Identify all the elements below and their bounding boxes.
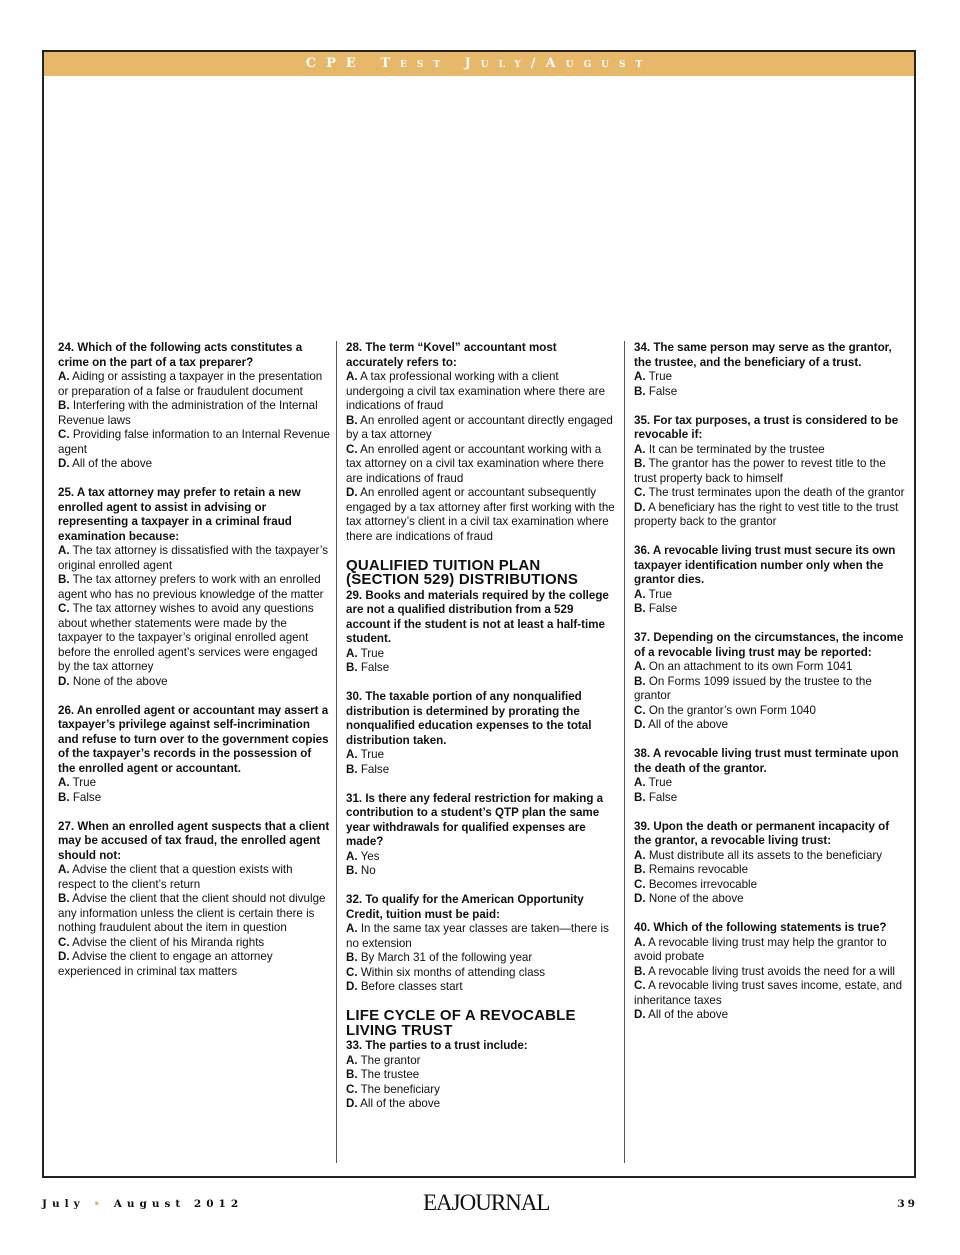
answer-option xyxy=(346,850,616,865)
option-letter: B. xyxy=(346,661,358,674)
option-text: None of the above xyxy=(69,674,168,688)
answer-option xyxy=(58,892,330,936)
option-text: Advise the client to engage an attorney experienced in criminal tax matters xyxy=(58,950,273,978)
option-letter: A. xyxy=(346,849,358,863)
option-text: All of the above xyxy=(357,1097,441,1110)
option-text: The grantor has the power to revest title to the trust property back to himself xyxy=(634,457,886,485)
question-block xyxy=(346,1039,616,1112)
option-letter: B. xyxy=(634,384,646,398)
option-letter: D. xyxy=(346,486,358,499)
option-letter: A. xyxy=(346,748,358,761)
section-heading: LIFE CYCLE OF A REVOCABLE LIVING TRUST xyxy=(346,1007,576,1039)
page-frame xyxy=(42,50,916,1178)
option-text: A revocable living trust saves income, estate, and inheritance taxes xyxy=(634,979,903,1007)
option-text: False xyxy=(645,384,678,398)
option-letter: A. xyxy=(634,776,646,789)
option-text: A revocable living trust avoids the need for a will xyxy=(645,964,895,978)
answer-option xyxy=(58,573,330,602)
option-text: All of the above xyxy=(645,1008,729,1021)
option-text: False xyxy=(645,790,678,804)
option-letter: B. xyxy=(58,892,70,905)
option-letter: B. xyxy=(346,1068,358,1081)
question-text: 26. An enrolled agent or accountant may assert a taxpayer’s privilege against self-incrimination and refuse to turn over to the government copies of the taxpayer’s records in the possession of the enrolled agent or accountant. xyxy=(58,703,329,775)
option-letter: B. xyxy=(634,863,646,876)
question-text: 32. To qualify for the American Opportunity Credit, tuition must be paid: xyxy=(346,893,584,921)
ea-journal-logo: EAJOURNAL xyxy=(423,1190,550,1215)
option-text: Remains revocable xyxy=(645,863,749,876)
option-letter: B. xyxy=(346,951,358,964)
question-text: 35. For tax purposes, a trust is considered to be revocable if: xyxy=(634,413,899,441)
option-letter: A. xyxy=(634,370,646,383)
answer-option xyxy=(346,763,616,778)
option-text: Advise the client of his Miranda rights xyxy=(69,935,265,949)
option-text: Advise the client that the client should not divulge any information unless the client is certain there is nothing fraudulent about the item in question xyxy=(58,892,326,934)
option-text: A tax professional working with a client undergoing a civil tax examination where there are indications of fraud xyxy=(346,370,606,412)
option-letter: C. xyxy=(58,935,70,949)
question-text: 40. Which of the following statements is true? xyxy=(634,921,887,934)
option-text: The tax attorney is dissatisfied with the taxpayer’s original enrolled agent xyxy=(58,544,329,572)
option-text: False xyxy=(357,661,390,674)
question-block xyxy=(346,690,616,777)
option-letter: C. xyxy=(346,1082,358,1096)
option-letter: B. xyxy=(346,762,358,776)
answer-option xyxy=(634,457,906,486)
option-letter: D. xyxy=(58,950,70,963)
question-block xyxy=(634,747,906,805)
option-text: An enrolled agent or accountant directly engaged by a tax attorney xyxy=(346,413,613,441)
answer-option xyxy=(634,501,906,530)
answer-option xyxy=(346,486,616,544)
option-text: True xyxy=(645,370,673,383)
answer-option xyxy=(58,675,330,690)
option-letter: A. xyxy=(58,863,70,876)
answer-option xyxy=(634,863,906,878)
answer-option xyxy=(634,588,906,603)
answer-option xyxy=(58,544,330,573)
answer-option xyxy=(634,443,906,458)
question-text: 24. Which of the following acts constitutes a crime on the part of a tax preparer? xyxy=(58,341,303,369)
question-block xyxy=(634,631,906,733)
footer-dot: • xyxy=(93,1198,106,1210)
option-letter: B. xyxy=(58,790,70,804)
answer-option xyxy=(346,980,616,995)
answer-option xyxy=(634,878,906,893)
option-text: True xyxy=(645,587,673,601)
option-letter: D. xyxy=(634,500,646,514)
answer-option xyxy=(634,385,906,400)
option-text: In the same tax year classes are taken—there is no extension xyxy=(346,922,609,950)
question-text: 27. When an enrolled agent suspects that a client may be accused of tax fraud, the enrolled agent should not: xyxy=(58,819,330,862)
option-text: The beneficiary xyxy=(357,1082,440,1096)
answer-option xyxy=(346,370,616,414)
option-text: The tax attorney prefers to work with an enrolled agent who has no previous knowledge of the matter xyxy=(58,573,324,601)
answer-option xyxy=(346,1083,616,1098)
answer-option xyxy=(346,966,616,981)
question-text: 33. The parties to a trust include: xyxy=(346,1039,528,1052)
option-text: All of the above xyxy=(645,718,729,731)
option-letter: B. xyxy=(634,674,646,688)
answer-option xyxy=(634,602,906,617)
option-text: It can be terminated by the trustee xyxy=(645,442,825,456)
answer-option xyxy=(634,936,906,965)
answer-option xyxy=(634,486,906,501)
answer-option xyxy=(634,704,906,719)
option-text: Advise the client that a question exists with respect to the client’s return xyxy=(58,863,293,891)
question-block xyxy=(634,921,906,1023)
option-text: By March 31 of the following year xyxy=(357,951,533,964)
question-text: 30. The taxable portion of any nonqualified distribution is determined by prorating the nonqualified education expenses to the total distribution taken. xyxy=(346,690,592,747)
option-letter: C. xyxy=(58,602,70,615)
answer-option xyxy=(58,863,330,892)
option-text: True xyxy=(645,776,673,789)
option-text: Within six months of attending class xyxy=(357,965,546,979)
column-3 xyxy=(634,341,906,1037)
answer-option xyxy=(58,399,330,428)
column-divider xyxy=(624,341,625,1163)
option-letter: C. xyxy=(346,442,358,456)
option-letter: B. xyxy=(634,457,646,470)
option-text: Yes xyxy=(357,849,380,863)
answer-option xyxy=(634,1008,906,1023)
option-text: Becomes irrevocable xyxy=(645,877,758,891)
answer-option xyxy=(346,443,616,487)
footer-issue-date xyxy=(42,1198,243,1210)
answer-option xyxy=(346,951,616,966)
answer-option xyxy=(346,864,616,879)
option-letter: D. xyxy=(58,674,70,688)
question-text: 34. The same person may serve as the grantor, the trustee, and the beneficiary of a trust. xyxy=(634,341,892,369)
cpe-test-banner: CPE Test July/August xyxy=(44,52,914,76)
option-text: True xyxy=(357,748,385,761)
option-text: On the grantor’s own Form 1040 xyxy=(645,703,816,717)
option-letter: C. xyxy=(346,965,358,979)
question-text: 29. Books and materials required by the college are not a qualified distribution from a 529 account if the student is not at least a half-time student. xyxy=(346,588,609,645)
option-text: The tax attorney wishes to avoid any questions about whether statements were made by the taxpayer to the taxpayer’s original enrolled agent before the enrolled agent’s services were engaged by the tax attorney xyxy=(58,602,318,673)
answer-option xyxy=(58,457,330,472)
option-letter: D. xyxy=(634,892,646,905)
question-text: 28. The term “Kovel” accountant most accurately refers to: xyxy=(346,341,557,369)
answer-option xyxy=(346,647,616,662)
question-text: 39. Upon the death or permanent incapacity of the grantor, a revocable living trust: xyxy=(634,819,890,847)
option-letter: D. xyxy=(58,457,70,470)
option-letter: A. xyxy=(634,935,646,949)
option-text: The trustee xyxy=(357,1068,420,1081)
option-letter: A. xyxy=(346,646,358,660)
answer-option xyxy=(634,370,906,385)
question-block xyxy=(58,704,330,806)
column-divider xyxy=(336,341,337,1163)
option-letter: A. xyxy=(58,544,70,557)
option-text: No xyxy=(357,864,376,877)
answer-option xyxy=(58,428,330,457)
answer-option xyxy=(634,675,906,704)
option-text: A revocable living trust may help the grantor to avoid probate xyxy=(634,935,887,963)
option-text: Before classes start xyxy=(357,980,463,993)
question-block xyxy=(634,341,906,399)
option-text: Must distribute all its assets to the beneficiary xyxy=(645,848,883,862)
option-text: The grantor xyxy=(357,1053,421,1067)
footer-month: July xyxy=(42,1198,85,1210)
option-letter: D. xyxy=(346,1097,358,1110)
answer-option xyxy=(58,602,330,675)
answer-option xyxy=(634,776,906,791)
option-text: False xyxy=(357,762,390,776)
option-letter: A. xyxy=(58,370,70,383)
question-block xyxy=(634,544,906,617)
answer-option xyxy=(346,1054,616,1069)
option-text: All of the above xyxy=(69,457,153,470)
option-text: Aiding or assisting a taxpayer in the presentation or preparation of a false or fraudulent document xyxy=(58,370,323,398)
option-text: The trust terminates upon the death of the grantor xyxy=(645,486,905,499)
option-text: On an attachment to its own Form 1041 xyxy=(645,660,853,673)
option-text: On Forms 1099 issued by the trustee to the grantor xyxy=(634,674,872,702)
question-text: 38. A revocable living trust must terminate upon the death of the grantor. xyxy=(634,747,899,775)
answer-option xyxy=(346,1068,616,1083)
question-block xyxy=(58,820,330,980)
option-letter: A. xyxy=(634,660,646,673)
question-block xyxy=(634,820,906,907)
option-letter: C. xyxy=(634,979,646,992)
option-letter: B. xyxy=(58,399,70,412)
option-letter: B. xyxy=(58,573,70,586)
option-text: An enrolled agent or accountant subsequently engaged by a tax attorney after first working with the tax attorney’s client in a civil tax examination where there are indications of fraud xyxy=(346,486,615,543)
option-letter: C. xyxy=(634,486,646,499)
question-block xyxy=(634,414,906,530)
option-letter: D. xyxy=(634,1008,646,1021)
footer-month-year: August 2012 xyxy=(113,1198,244,1210)
question-block xyxy=(346,893,616,995)
answer-option xyxy=(634,791,906,806)
answer-option xyxy=(346,414,616,443)
answer-option xyxy=(634,660,906,675)
question-text: 25. A tax attorney may prefer to retain a new enrolled agent to assist in advising or representing a taxpayer in a criminal fraud examination because: xyxy=(58,486,301,543)
page-number: 39 xyxy=(897,1198,918,1210)
option-text: A beneficiary has the right to vest title to the trust property back to the grantor xyxy=(634,500,899,528)
answer-option xyxy=(634,979,906,1008)
option-text: Providing false information to an Internal Revenue agent xyxy=(58,428,330,456)
option-text: True xyxy=(69,776,97,789)
option-letter: B. xyxy=(634,964,646,978)
option-letter: A. xyxy=(346,370,358,383)
option-letter: D. xyxy=(346,980,358,993)
option-letter: B. xyxy=(346,864,358,877)
answer-option xyxy=(58,950,330,979)
option-letter: B. xyxy=(346,413,358,427)
option-letter: A. xyxy=(634,848,646,862)
question-block xyxy=(58,486,330,689)
option-letter: A. xyxy=(58,776,70,789)
option-text: None of the above xyxy=(645,892,744,905)
answer-option xyxy=(634,849,906,864)
option-letter: A. xyxy=(346,922,358,935)
answer-option xyxy=(346,661,616,676)
answer-option xyxy=(346,922,616,951)
option-letter: C. xyxy=(634,703,646,717)
option-text: False xyxy=(69,790,102,804)
option-letter: C. xyxy=(634,877,646,891)
question-text: 37. Depending on the circumstances, the income of a revocable living trust may be reported: xyxy=(634,631,904,659)
answer-option xyxy=(58,370,330,399)
option-text: Interfering with the administration of the Internal Revenue laws xyxy=(58,399,318,427)
answer-option xyxy=(634,965,906,980)
answer-option xyxy=(58,791,330,806)
column-2 xyxy=(346,341,616,1126)
column-1 xyxy=(58,341,330,994)
section-heading: QUALIFIED TUITION PLAN (SECTION 529) DISTRIBUTIONS xyxy=(346,556,579,588)
option-text: True xyxy=(357,646,385,660)
answer-option xyxy=(634,892,906,907)
question-block xyxy=(58,341,330,472)
question-text: 31. Is there any federal restriction for making a contribution to a student’s QTP plan the same year withdrawals for qualified expenses are made? xyxy=(346,791,604,848)
option-letter: D. xyxy=(634,718,646,731)
answer-option xyxy=(634,718,906,733)
option-text: An enrolled agent or accountant working with a tax attorney on a civil tax examination where there are indications of fraud xyxy=(346,442,604,485)
question-block xyxy=(346,341,616,544)
option-letter: B. xyxy=(634,790,646,804)
answer-option xyxy=(58,776,330,791)
answer-option xyxy=(58,936,330,951)
answer-option xyxy=(346,1097,616,1112)
question-text: 36. A revocable living trust must secure its own taxpayer identification number only when the grantor dies. xyxy=(634,544,896,586)
option-letter: B. xyxy=(634,602,646,615)
answer-option xyxy=(346,748,616,763)
option-letter: A. xyxy=(634,587,646,601)
option-letter: C. xyxy=(58,428,70,441)
question-block xyxy=(346,792,616,879)
question-block xyxy=(346,589,616,676)
option-letter: A. xyxy=(346,1053,358,1067)
option-letter: A. xyxy=(634,442,646,456)
option-text: False xyxy=(645,602,678,615)
